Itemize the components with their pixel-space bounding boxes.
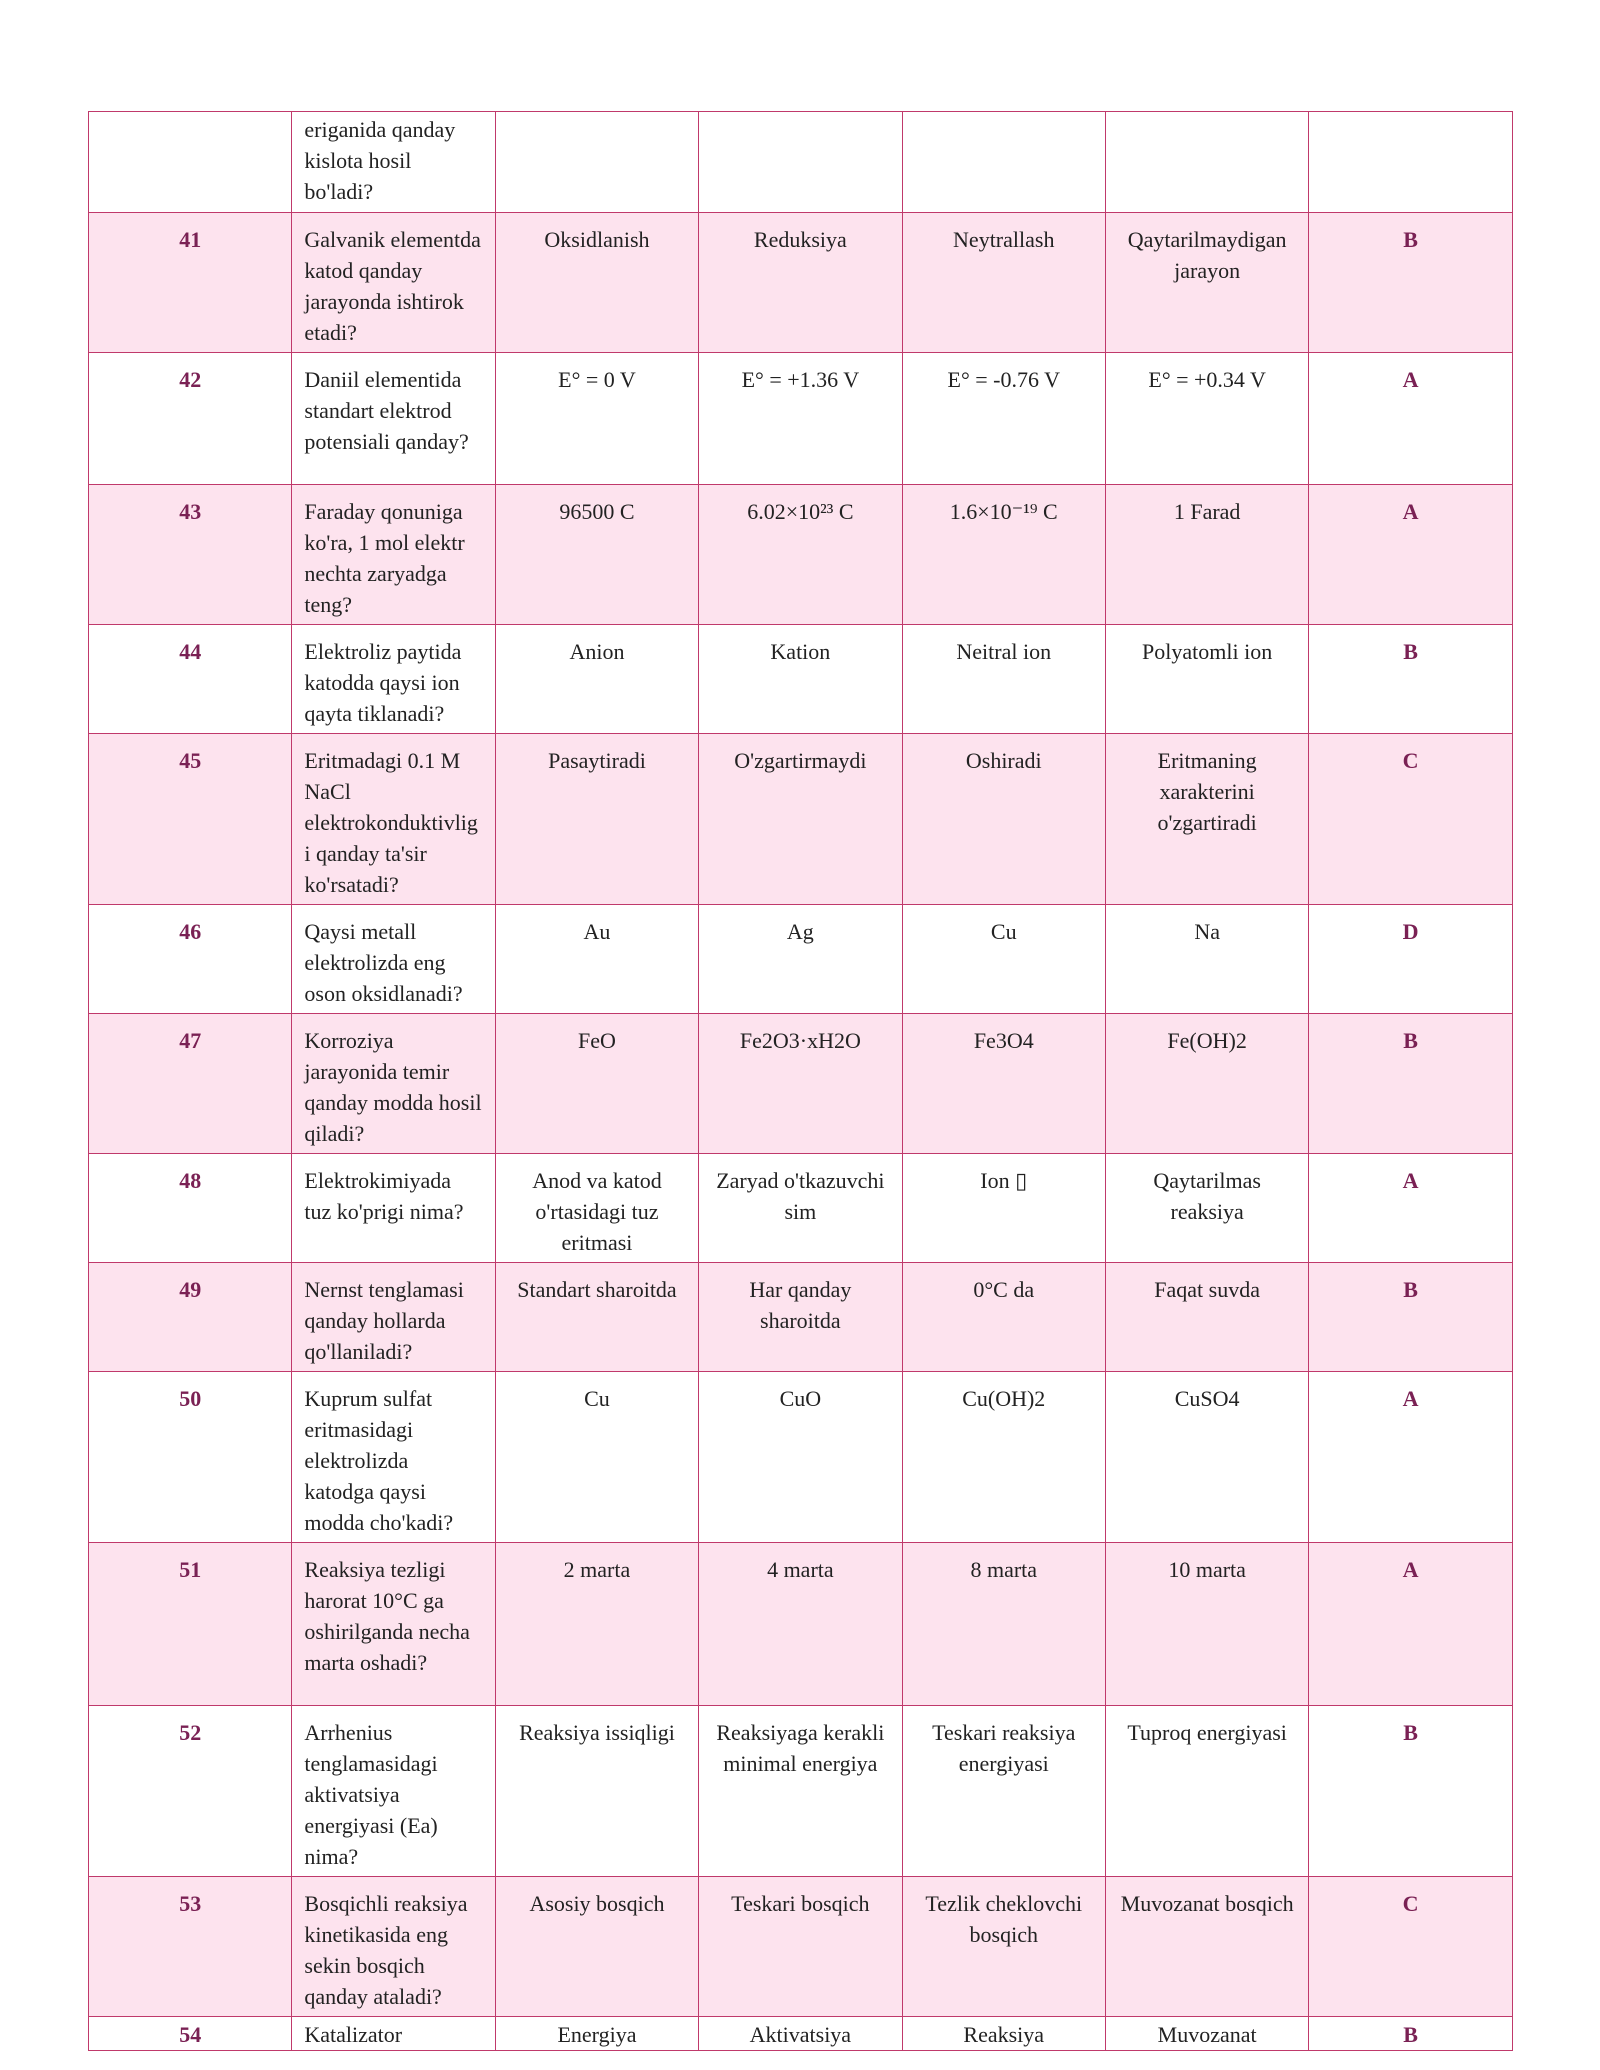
question-text: Reaksiya tezligi harorat 10°C ga oshirilganda necha marta oshadi? — [292, 1543, 495, 1706]
correct-answer: A — [1309, 1543, 1512, 1706]
question-text: Arrhenius tenglamasidagi aktivatsiya energiyasi (Ea) nima? — [292, 1706, 495, 1877]
question-number: 43 — [89, 485, 292, 625]
option-a: Au — [495, 905, 698, 1014]
option-c: Fe3O4 — [902, 1014, 1105, 1154]
question-number: 42 — [89, 353, 292, 485]
option-a: Cu — [495, 1372, 698, 1543]
document-page — [88, 111, 1512, 2051]
question-number — [89, 112, 292, 213]
option-b: Aktivatsiya — [699, 2017, 902, 2051]
question-number: 50 — [89, 1372, 292, 1543]
correct-answer: C — [1309, 734, 1512, 905]
option-b: Zaryad o'tkazuvchi sim — [699, 1154, 902, 1263]
option-d: Na — [1105, 905, 1308, 1014]
question-text: Eritmadagi 0.1 M NaCl elektrokonduktivligi qanday ta'sir ko'rsatadi? — [292, 734, 495, 905]
table-row — [89, 1877, 1513, 2017]
table-row — [89, 1543, 1513, 1706]
option-c: Tezlik cheklovchi bosqich — [902, 1877, 1105, 2017]
option-d: Qaytarilmas reaksiya — [1105, 1154, 1308, 1263]
correct-answer: A — [1309, 1372, 1512, 1543]
option-d: 1 Farad — [1105, 485, 1308, 625]
correct-answer: B — [1309, 2017, 1512, 2051]
option-c: Neitral ion — [902, 625, 1105, 734]
question-text: Galvanik elementda katod qanday jarayonda ishtirok etadi? — [292, 213, 495, 353]
option-b: Teskari bosqich — [699, 1877, 902, 2017]
correct-answer: B — [1309, 625, 1512, 734]
option-c: 0°C da — [902, 1263, 1105, 1372]
question-text: Elektroliz paytida katodda qaysi ion qayta tiklanadi? — [292, 625, 495, 734]
table-row — [89, 353, 1513, 485]
correct-answer: A — [1309, 353, 1512, 485]
correct-answer: B — [1309, 1263, 1512, 1372]
option-a: Pasaytiradi — [495, 734, 698, 905]
option-c: 1.6×10⁻¹⁹ C — [902, 485, 1105, 625]
option-c: Cu — [902, 905, 1105, 1014]
option-c: Teskari reaksiya energiyasi — [902, 1706, 1105, 1877]
correct-answer: B — [1309, 213, 1512, 353]
question-number: 41 — [89, 213, 292, 353]
table-row — [89, 625, 1513, 734]
table-row — [89, 213, 1513, 353]
question-number: 49 — [89, 1263, 292, 1372]
option-d: E° = +0.34 V — [1105, 353, 1308, 485]
option-a: Anod va katod o'rtasidagi tuz eritmasi — [495, 1154, 698, 1263]
option-b: Har qanday sharoitda — [699, 1263, 902, 1372]
option-d — [1105, 112, 1308, 213]
option-d: Muvozanat — [1105, 2017, 1308, 2051]
question-text: Korroziya jarayonida temir qanday modda hosil qiladi? — [292, 1014, 495, 1154]
table-row — [89, 1263, 1513, 1372]
option-a: Oksidlanish — [495, 213, 698, 353]
option-a: E° = 0 V — [495, 353, 698, 485]
option-d: Muvozanat bosqich — [1105, 1877, 1308, 2017]
table-row — [89, 485, 1513, 625]
question-text: Katalizator — [292, 2017, 495, 2051]
option-a — [495, 112, 698, 213]
option-b: CuO — [699, 1372, 902, 1543]
table-row — [89, 1154, 1513, 1263]
option-b: Ag — [699, 905, 902, 1014]
question-number: 52 — [89, 1706, 292, 1877]
table-row — [89, 905, 1513, 1014]
option-a: FeO — [495, 1014, 698, 1154]
question-number: 45 — [89, 734, 292, 905]
option-a: Standart sharoitda — [495, 1263, 698, 1372]
option-a: Asosiy bosqich — [495, 1877, 698, 2017]
correct-answer — [1309, 112, 1512, 213]
option-d: Fe(OH)2 — [1105, 1014, 1308, 1154]
option-c: Reaksiya — [902, 2017, 1105, 2051]
option-c — [902, 112, 1105, 213]
question-text: eriganida qanday kislota hosil bo'ladi? — [292, 112, 495, 213]
correct-answer: B — [1309, 1706, 1512, 1877]
option-b — [699, 112, 902, 213]
option-c: 8 marta — [902, 1543, 1105, 1706]
option-d: Faqat suvda — [1105, 1263, 1308, 1372]
question-number: 47 — [89, 1014, 292, 1154]
option-b: Reduksiya — [699, 213, 902, 353]
question-text: Faraday qonuniga ko'ra, 1 mol elektr nechta zaryadga teng? — [292, 485, 495, 625]
option-c: Cu(OH)2 — [902, 1372, 1105, 1543]
option-a: Anion — [495, 625, 698, 734]
correct-answer: A — [1309, 485, 1512, 625]
question-text: Qaysi metall elektrolizda eng oson oksidlanadi? — [292, 905, 495, 1014]
option-c: Neytrallash — [902, 213, 1105, 353]
option-b: O'zgartirmaydi — [699, 734, 902, 905]
question-number: 46 — [89, 905, 292, 1014]
option-c: Oshiradi — [902, 734, 1105, 905]
option-b: 4 marta — [699, 1543, 902, 1706]
question-text: Kuprum sulfat eritmasidagi elektrolizda katodga qaysi modda cho'kadi? — [292, 1372, 495, 1543]
option-d: Tuproq energiyasi — [1105, 1706, 1308, 1877]
option-b: Kation — [699, 625, 902, 734]
option-a: Reaksiya issiqligi — [495, 1706, 698, 1877]
question-number: 48 — [89, 1154, 292, 1263]
option-a: 96500 C — [495, 485, 698, 625]
option-d: Eritmaning xarakterini o'zgartiradi — [1105, 734, 1308, 905]
option-c: E° = -0.76 V — [902, 353, 1105, 485]
table-row — [89, 2017, 1513, 2051]
question-number: 44 — [89, 625, 292, 734]
correct-answer: D — [1309, 905, 1512, 1014]
option-b: 6.02×10²³ C — [699, 485, 902, 625]
option-d: Qaytarilmaydigan jarayon — [1105, 213, 1308, 353]
option-d: CuSO4 — [1105, 1372, 1308, 1543]
option-b: Fe2O3·xH2O — [699, 1014, 902, 1154]
correct-answer: A — [1309, 1154, 1512, 1263]
quiz-table — [88, 111, 1513, 2051]
question-number: 53 — [89, 1877, 292, 2017]
table-row — [89, 734, 1513, 905]
question-number: 54 — [89, 2017, 292, 2051]
option-d: 10 marta — [1105, 1543, 1308, 1706]
correct-answer: C — [1309, 1877, 1512, 2017]
option-c: Ion ▯ — [902, 1154, 1105, 1263]
option-b: E° = +1.36 V — [699, 353, 902, 485]
correct-answer: B — [1309, 1014, 1512, 1154]
table-row — [89, 112, 1513, 213]
option-d: Polyatomli ion — [1105, 625, 1308, 734]
table-row — [89, 1706, 1513, 1877]
option-b: Reaksiyaga kerakli minimal energiya — [699, 1706, 902, 1877]
question-text: Daniil elementida standart elektrod potensiali qanday? — [292, 353, 495, 485]
table-row — [89, 1014, 1513, 1154]
question-text: Elektrokimiyada tuz ko'prigi nima? — [292, 1154, 495, 1263]
option-a: Energiya — [495, 2017, 698, 2051]
question-number: 51 — [89, 1543, 292, 1706]
table-row — [89, 1372, 1513, 1543]
question-text: Bosqichli reaksiya kinetikasida eng sekin bosqich qanday ataladi? — [292, 1877, 495, 2017]
question-text: Nernst tenglamasi qanday hollarda qo'llaniladi? — [292, 1263, 495, 1372]
option-a: 2 marta — [495, 1543, 698, 1706]
